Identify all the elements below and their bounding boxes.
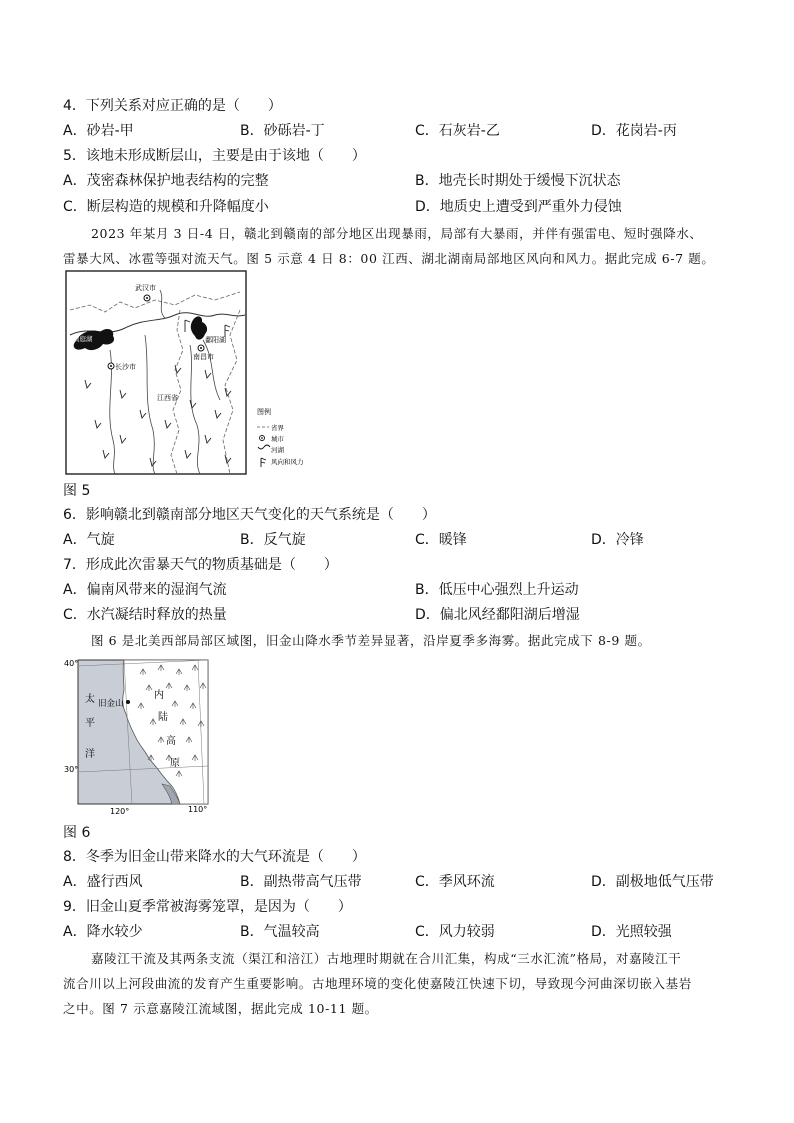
legend-item-border: 省界 (271, 424, 284, 432)
passage3-line2: 流合川以上河段曲流的发育产生重要影响。古地理环境的变化使嘉陵江快速下切，导致现今河曲深切嵌入基岩 (63, 976, 692, 991)
label-dongting: 洞庭湖 (73, 335, 93, 343)
label-san-francisco: 旧金山 (98, 699, 124, 709)
fig5-map (65, 270, 325, 476)
fig6-caption: 图 6 (63, 825, 91, 841)
label-ocean-3: 洋 (85, 749, 95, 760)
passage3-line3: 之中。图 7 示意嘉陵江流域图，据此完成 10-11 题。 (63, 1001, 378, 1016)
passage3-line1: 嘉陵江干流及其两条支流（渠江和涪江）古地理时期就在合川汇集，构成“三水汇流”格局，对嘉陵江干 (91, 951, 682, 966)
q9-option-a: A．降水较少 (63, 924, 143, 940)
label-wuhan: 武汉市 (135, 284, 156, 292)
q6-stem: 6．影响赣北到赣南部分地区天气变化的天气系统是（ ） (63, 507, 436, 523)
label-lon110: 110° (188, 805, 208, 814)
q5-option-d: D．地质史上遭受到严重外力侵蚀 (415, 199, 622, 215)
q6-option-c: C．暖锋 (415, 532, 467, 548)
q7-stem: 7．形成此次雷暴天气的物质基础是（ ） (63, 557, 338, 573)
q4-option-d: D．花岗岩-丙 (591, 123, 677, 139)
label-plateau-3: 高 (166, 736, 176, 747)
q7-option-a: A．偏南风带来的湿润气流 (63, 582, 227, 598)
city-san-francisco (126, 700, 130, 704)
q9-option-b: B．气温较高 (240, 924, 320, 940)
q5-stem: 5．该地未形成断层山，主要是由于该地（ ） (63, 148, 366, 164)
label-plateau-2: 陆 (158, 712, 168, 723)
q8-stem: 8．冬季为旧金山带来降水的大气环流是（ ） (63, 849, 366, 865)
q7-option-d: D．偏北风经鄱阳湖后增湿 (415, 607, 580, 623)
label-lat30: 30° (64, 765, 79, 774)
passage2-line1: 图 6 是北美西部局部区域图，旧金山降水季节差异显著，沿岸夏季多海雾。据此完成下 8-9 题。 (91, 633, 651, 648)
q9-stem: 9．旧金山夏季常被海雾笼罩，是因为（ ） (63, 899, 352, 915)
label-nanchang: 南昌市 (193, 353, 214, 361)
label-lat40: 40° (64, 659, 79, 668)
label-ocean-1: 太 (85, 694, 95, 705)
fig5-caption: 图 5 (63, 483, 91, 499)
q4-option-a: A．砂岩-甲 (63, 123, 134, 139)
q5-option-c: C．断层构造的规模和升降幅度小 (63, 199, 269, 215)
legend-title: 图例 (257, 408, 271, 416)
label-lon120: 120° (110, 807, 130, 816)
label-changsha: 长沙市 (115, 363, 136, 371)
q9-option-d: D．光照较强 (591, 924, 672, 940)
fig6-map (62, 656, 212, 816)
q7-option-b: B．低压中心强烈上升运动 (415, 582, 579, 598)
q6-option-a: A．气旋 (63, 532, 115, 548)
q4-option-b: B．砂砾岩-丁 (240, 123, 325, 139)
q5-option-a: A．茂密森林保护地表结构的完整 (63, 173, 269, 189)
q5-option-b: B．地壳长时期处于缓慢下沉状态 (415, 173, 621, 189)
q8-option-b: B．副热带高气压带 (240, 874, 362, 890)
legend-item-city: 城市 (271, 435, 284, 443)
label-poyang: 鄱阳湖 (205, 336, 226, 344)
label-plateau-4: 原 (170, 758, 180, 769)
q9-option-c: C．风力较弱 (415, 924, 495, 940)
label-jiangxi: 江西省 (157, 394, 178, 402)
label-ocean-2: 平 (85, 718, 95, 729)
legend-item-wind: 风向和风力 (271, 458, 304, 466)
label-plateau-1: 内 (154, 690, 164, 701)
passage1-line1: 2023 年某月 3 日-4 日，赣北到赣南的部分地区出现暴雨，局部有大暴雨，并伴有强雷电、短时强降水、 (91, 226, 703, 241)
q4-stem: 4．下列关系对应正确的是（ ） (63, 98, 282, 114)
q7-option-c: C．水汽凝结时释放的热量 (63, 607, 227, 623)
passage1-line2: 雷暴大风、冰雹等强对流天气。图 5 示意 4 日 8：00 江西、湖北湖南局部地区风向和风力。据此完成 6-7 题。 (63, 251, 715, 266)
legend-item-water: 河湖 (271, 446, 284, 454)
q8-option-a: A．盛行西风 (63, 874, 143, 890)
fig5-map-frame (66, 271, 246, 474)
q6-option-d: D．冷锋 (591, 532, 644, 548)
q4-option-c: C．石灰岩-乙 (415, 123, 500, 139)
fig5-legend (257, 407, 304, 467)
q8-option-c: C．季风环流 (415, 874, 495, 890)
q6-option-b: B．反气旋 (240, 532, 306, 548)
q8-option-d: D．副极地低气压带 (591, 874, 714, 890)
